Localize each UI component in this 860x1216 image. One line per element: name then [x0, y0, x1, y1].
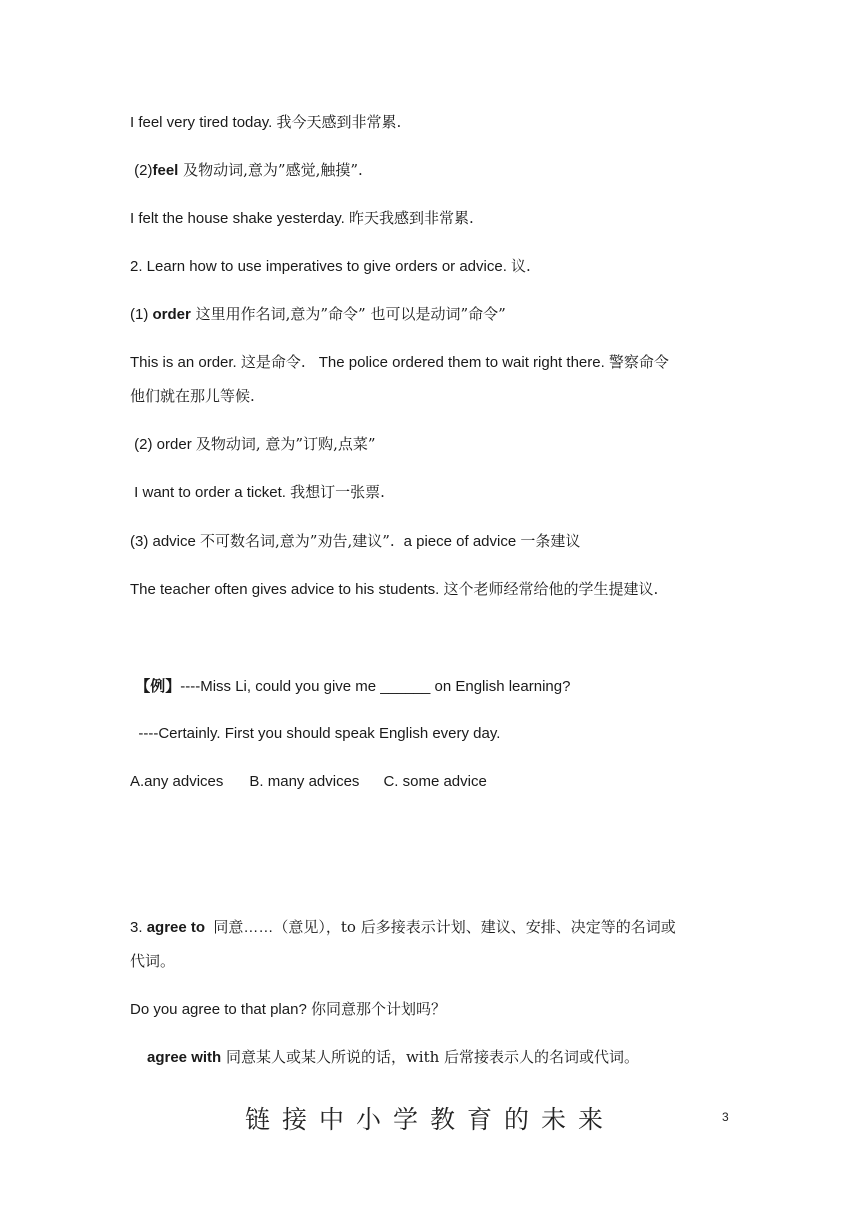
english-text: I felt the house shake yesterday. [130, 210, 350, 227]
text-line [130, 998, 446, 1021]
chinese-text: 我今天感到非常累. [276, 113, 402, 131]
text-line [130, 916, 676, 939]
english-text: ----Certainly. First you should speak English every day. [130, 725, 501, 742]
keyword: agree with [147, 1049, 222, 1066]
chinese-text: 警察命令 [608, 353, 669, 371]
chinese-text: 同意某人或某人所说的话，with 后常接表示人的名词或代词。 [221, 1048, 640, 1066]
chinese-text: 他们就在那儿等候. [130, 387, 255, 405]
example-question [130, 675, 570, 698]
item-number: (1) [130, 306, 153, 323]
chinese-text: 你同意那个计划吗？ [310, 1000, 446, 1018]
english-text: The police ordered them to wait right there. [310, 354, 609, 371]
example-label: 【例】 [130, 677, 181, 695]
keyword: feel [152, 162, 179, 179]
item-number: (2) [130, 162, 153, 179]
english-text: I want to order a ticket. [130, 484, 291, 501]
english-text: This is an order. [130, 354, 241, 371]
text-line [130, 530, 580, 553]
english-text: The teacher often gives advice to his students. [130, 581, 444, 598]
footer-slogan: 链接中小学教育的未来 [244, 1105, 615, 1134]
text-line [130, 255, 531, 278]
english-text: a piece of advice [399, 533, 521, 550]
text-line [130, 303, 506, 326]
chinese-text: 我想订一张票. [290, 483, 385, 501]
keyword: agree to [146, 919, 206, 936]
chinese-text: 不可数名词,意为”劝告,建议”. [200, 532, 400, 550]
chinese-text: 这是命令. [240, 353, 311, 371]
chinese-text: 及物动词,意为”感觉,触摸”. [178, 161, 363, 179]
english-text: I feel very tired today. [130, 114, 277, 131]
text-line [130, 578, 658, 601]
text-line [130, 111, 401, 134]
text-line [130, 207, 474, 230]
option-b: B. many advices [249, 773, 360, 790]
english-text: 2. Learn how to use imperatives to give orders or advice. [130, 258, 512, 275]
chinese-text: 昨天我感到非常累. [349, 209, 474, 227]
chinese-text: 一条建议 [520, 532, 581, 550]
chinese-text: 代词。 [130, 952, 176, 970]
text-line [130, 950, 175, 973]
text-line [130, 351, 669, 374]
text-line [130, 433, 376, 456]
text-line [130, 385, 255, 408]
chinese-text: 议. [511, 257, 531, 275]
english-text: (2) order [130, 436, 196, 453]
item-number: 3. [130, 919, 147, 936]
chinese-text: 这个老师经常给他的学生提建议. [443, 580, 659, 598]
text-line [147, 1046, 639, 1069]
example-answer [130, 723, 500, 745]
english-text: Do you agree to that plan? [130, 1001, 311, 1018]
option-c: C. some advice [383, 773, 487, 790]
english-text: (3) advice [130, 533, 201, 550]
text-line [130, 159, 363, 182]
chinese-text: 这里用作名词,意为”命令” 也可以是动词”命令” [190, 305, 506, 323]
english-text: 同意…… [205, 919, 274, 936]
option-a: A.any advices [130, 773, 224, 790]
chinese-text: 及物动词, 意为”订购,点菜” [195, 435, 376, 453]
english-text: ----Miss Li, could you give me ______ on English learning? [180, 678, 571, 695]
text-line [130, 481, 385, 504]
page-number: 3 [722, 1110, 729, 1124]
answer-options [130, 771, 487, 793]
keyword: order [152, 306, 191, 323]
chinese-text: （意见），to 后多接表示计划、建议、安排、决定等的名词或 [273, 918, 676, 936]
